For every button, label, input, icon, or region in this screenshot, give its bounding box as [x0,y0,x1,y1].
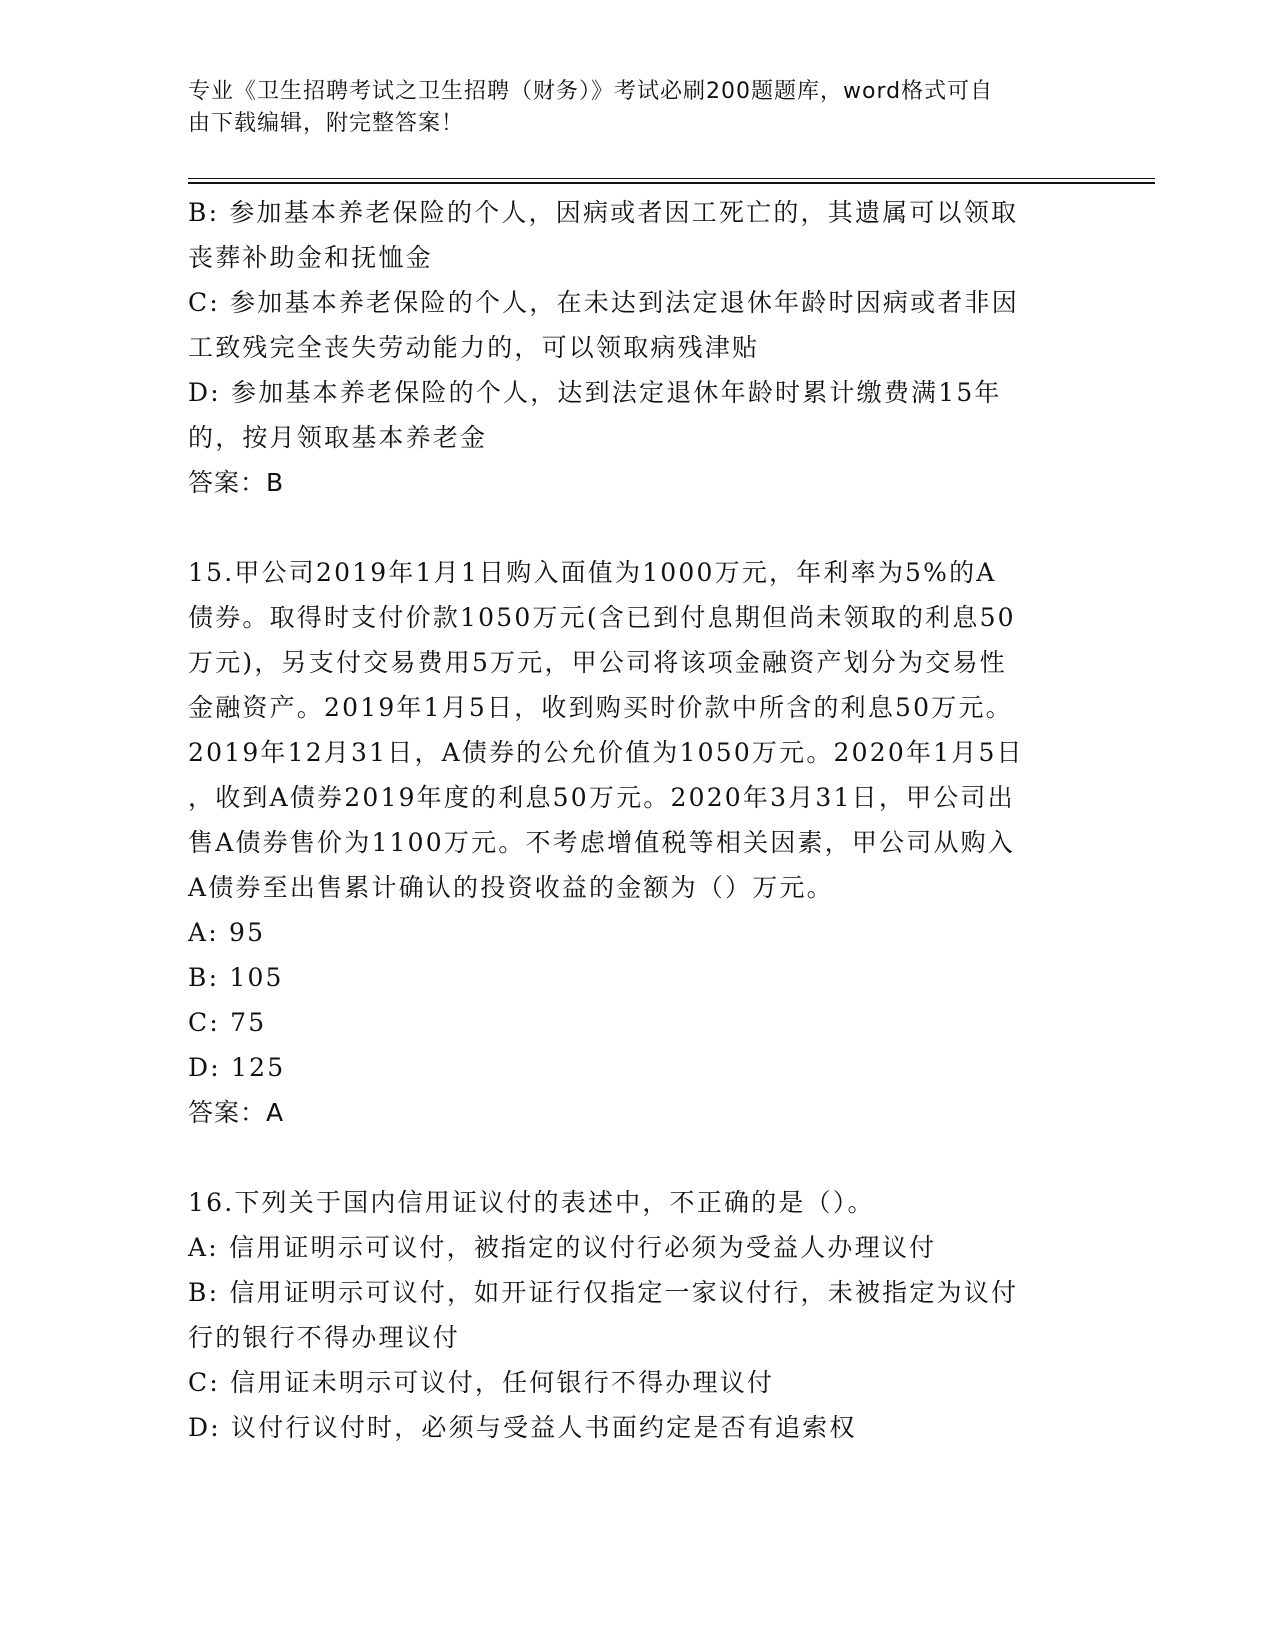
q14-option-d-line-2: 的，按月领取基本养老金 [188,423,488,452]
spacer [188,1135,1068,1180]
spacer [188,505,1068,550]
q15-option-a: A: 95 [188,918,266,947]
title-line-2: 由下载编辑，附完整答案！ [188,111,465,136]
q14-answer: 答案：B [188,468,285,497]
document-body [188,190,1068,1450]
q15-stem-line-7: 售A债券售价为1100万元。不考虑增值税等相关因素，甲公司从购入 [188,828,1016,857]
q15-stem-line-4: 金融资产。2019年1月5日，收到购买时价款中所含的利息50万元。 [188,693,1013,722]
question-16 [188,1180,1068,1450]
q15-stem-line-2: 债券。取得时支付价款1050万元(含已到付息期但尚未领取的利息50 [188,603,1016,632]
q16-option-b-line-2: 行的银行不得办理议付 [188,1323,461,1352]
question-15 [188,550,1068,1135]
q14-option-c-line-1: C: 参加基本养老保险的个人，在未达到法定退休年龄时因病或者非因 [188,288,1019,317]
q15-option-b: B: 105 [188,963,284,992]
header-rule-thick [188,182,1155,184]
q14-option-b-line-1: B: 参加基本养老保险的个人，因病或者因工死亡的，其遗属可以领取 [188,198,1019,227]
header-rule-thin [188,178,1155,179]
q15-stem-line-1: 15.甲公司2019年1月1日购入面值为1000万元，年利率为5%的A [188,558,997,587]
document-title [188,76,1068,140]
q16-option-c: C: 信用证未明示可议付，任何银行不得办理议付 [188,1368,775,1397]
q16-option-d: D: 议付行议付时，必须与受益人书面约定是否有追索权 [188,1413,857,1442]
q15-answer: 答案：A [188,1098,285,1127]
q15-stem-line-3: 万元)，另支付交易费用5万元，甲公司将该项金融资产划分为交易性 [188,648,1007,677]
q14-option-b-line-2: 丧葬补助金和抚恤金 [188,243,433,272]
q14-option-c-line-2: 工致残完全丧失劳动能力的，可以领取病残津贴 [188,333,760,362]
question-14 [188,190,1068,505]
q15-option-d: D: 125 [188,1053,286,1082]
q14-option-d-line-1: D: 参加基本养老保险的个人，达到法定退休年龄时累计缴费满15年 [188,378,1002,407]
q15-stem-line-6: ，收到A债券2019年度的利息50万元。2020年3月31日，甲公司出 [188,783,1015,812]
q16-stem: 16.下列关于国内信用证议付的表述中，不正确的是（）。 [188,1188,875,1217]
q15-stem-line-8: A债券至出售累计确认的投资收益的金额为（）万元。 [188,873,834,902]
q15-stem-line-5: 2019年12月31日，A债券的公允价值为1050万元。2020年1月5日 [188,738,1024,767]
q16-option-a: A: 信用证明示可议付，被指定的议付行必须为受益人办理议付 [188,1233,937,1262]
q16-option-b-line-1: B: 信用证明示可议付，如开证行仅指定一家议付行，未被指定为议付 [188,1278,1019,1307]
title-line-1: 专业《卫生招聘考试之卫生招聘（财务）》考试必刷200题题库，word格式可自 [188,79,994,104]
q15-option-c: C: 75 [188,1008,267,1037]
